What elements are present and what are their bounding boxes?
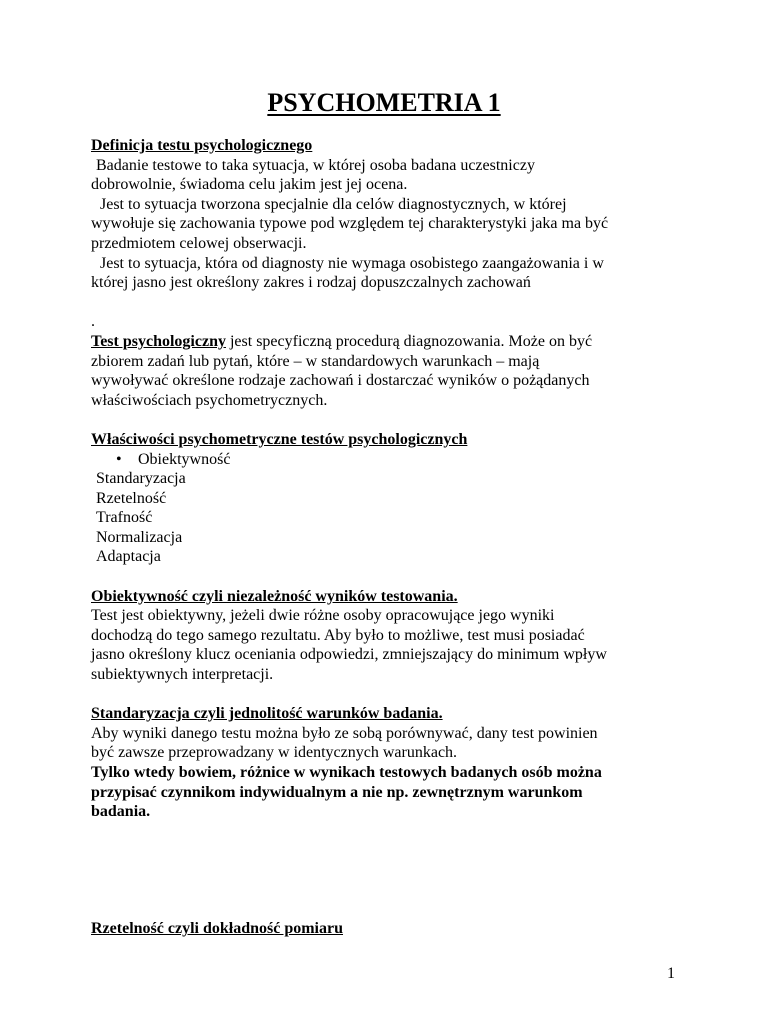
reliability-heading: Rzetelność czyli dokładność pomiaru (91, 920, 343, 938)
objectivity-line4: subiektywnych interpretacji. (91, 666, 274, 684)
objectivity-line3: jasno określony klucz oceniania odpowiedzi, zmniejszający do minimum wpływ (91, 646, 607, 664)
bullet-icon: • (116, 450, 122, 468)
definition-p3-line1: Jest to sytuacja, która od diagnosty nie wymaga osobistego zaangażowania i w (100, 254, 604, 272)
test-paragraph-line4: właściwościach psychometrycznych. (91, 391, 328, 409)
test-term: Test psychologiczny (91, 332, 226, 350)
definition-p1-line2: dobrowolnie, świadoma celu jakim jest jej ocena. (91, 176, 408, 194)
definition-p2-line3: przedmiotem celowej obserwacji. (91, 234, 307, 252)
objectivity-line1: Test jest obiektywny, jeżeli dwie różne osoby opracowujące jego wyniki (91, 607, 555, 625)
properties-item: Standaryzacja (96, 470, 186, 488)
document-body (91, 136, 691, 939)
document-title: PSYCHOMETRIA 1 (267, 88, 501, 117)
properties-bullet-item (91, 450, 691, 470)
properties-item: Adaptacja (96, 548, 161, 566)
test-line1-rest: jest specyficzną procedurą diagnozowania. Może on być (225, 332, 593, 350)
standardization-bold-line3: badania. (91, 803, 151, 821)
stray-dot: . (91, 313, 95, 331)
page-number: 1 (667, 965, 675, 982)
standardization-line2: być zawsze przeprowadzany w identycznych warunkach. (91, 744, 458, 762)
definition-p3-line2: której jasno jest określony zakres i rodzaj dopuszczalnych zachowań (91, 274, 531, 292)
properties-item: Normalizacja (96, 528, 183, 546)
standardization-bold-line2: przypisać czynnikom indywidualnym a nie np. zewnętrznym warunkom (91, 783, 583, 801)
bullet-item-label: Obiektywność (138, 450, 231, 468)
properties-item: Trafność (96, 509, 153, 527)
test-paragraph-line2: zbiorem zadań lub pytań, które – w standardowych warunkach – mają (91, 352, 540, 370)
definition-p2-line1: Jest to sytuacja tworzona specjalnie dla celów diagnostycznych, w której (100, 195, 567, 213)
standardization-bold-line1: Tylko wtedy bowiem, różnice w wynikach testowych badanych osób można (91, 764, 602, 781)
properties-heading: Właściwości psychometryczne testów psychologicznych (91, 430, 468, 448)
definition-heading: Definicja testu psychologicznego (91, 137, 313, 154)
standardization-heading: Standaryzacja czyli jednolitość warunków badania. (91, 705, 443, 723)
objectivity-line2: dochodzą do tego samego rezultatu. Aby było to możliwe, test musi posiadać (91, 626, 585, 644)
test-paragraph-line1 (91, 332, 691, 352)
definition-p1-line1: Badanie testowe to taka sytuacja, w której osoba badana uczestniczy (96, 156, 535, 174)
definition-p2-line2: wywołuje się zachowania typowe pod względem tej charakterystyki jaka ma być (91, 215, 609, 233)
test-paragraph-line3: wywoływać określone rodzaje zachowań i dostarczać wyników o pożądanych (91, 372, 590, 390)
objectivity-heading: Obiektywność czyli niezależność wyników testowania. (91, 587, 458, 605)
properties-item: Rzetelność (96, 489, 167, 507)
standardization-line1: Aby wyniki danego testu można było ze sobą porównywać, dany test powinien (91, 724, 598, 742)
